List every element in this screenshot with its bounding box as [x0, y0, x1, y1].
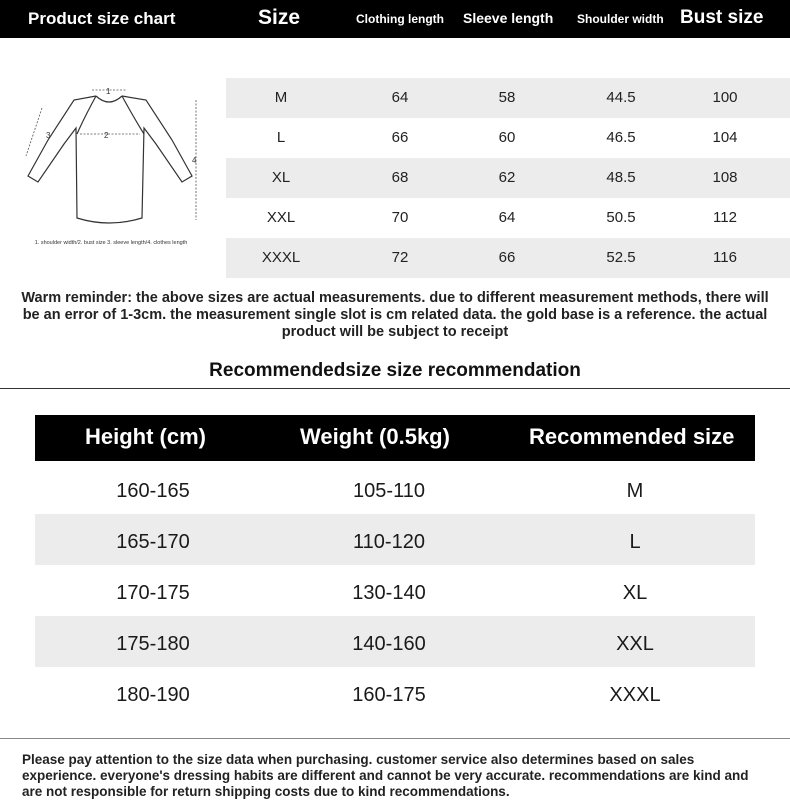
size-chart-header-bar — [0, 0, 790, 38]
shoulder-width-cell: 44.5 — [606, 89, 636, 106]
footer-divider — [0, 738, 790, 739]
height-cell: 175-180 — [116, 633, 190, 655]
size-measurement-table — [226, 78, 790, 278]
sleeve-length-cell: 58 — [498, 89, 516, 106]
chart-title: Product size chart — [28, 9, 176, 28]
table-row — [35, 616, 755, 667]
shirt-outline-icon — [28, 96, 192, 223]
height-cell: 180-190 — [116, 684, 190, 706]
shoulder-width-header: Shoulder width — [577, 12, 664, 26]
marker-4: 4 — [192, 156, 197, 165]
table-row — [226, 238, 790, 278]
footer-note: Please pay attention to the size data when purchasing. customer service also determines based on sales experience. everyone's dressing habits are different and cannot be very accurate. recommendations are kind and are not responsible for return shipping costs due to kind recommendations. — [22, 752, 749, 799]
recommendation-table-header — [35, 415, 755, 461]
weight-cell: 110-120 — [353, 531, 425, 553]
weight-cell: 160-175 — [352, 684, 426, 706]
height-cell: 170-175 — [116, 582, 190, 604]
weight-cell: 140-160 — [352, 633, 426, 655]
table-row — [35, 565, 755, 616]
table-row — [226, 198, 790, 238]
recommendation-heading: Recommendedsize size recommendation — [209, 360, 581, 381]
size-column-header: Size — [258, 6, 301, 29]
table-row — [226, 118, 790, 158]
bust-size-cell: 112 — [713, 209, 737, 226]
table-row — [226, 78, 790, 118]
sleeve-length-cell: 62 — [498, 169, 516, 186]
clothing-length-cell: 66 — [391, 129, 409, 146]
bust-size-cell: 116 — [713, 249, 737, 266]
recommended-size-cell: L — [629, 531, 641, 553]
sleeve-length-header: Sleeve length — [463, 10, 554, 26]
size-cell: L — [276, 129, 286, 146]
clothing-length-cell: 70 — [391, 209, 409, 226]
recommended-size-cell: M — [626, 480, 644, 502]
clothing-length-cell: 72 — [391, 249, 409, 266]
bust-size-cell: 108 — [712, 169, 738, 186]
shoulder-width-cell: 46.5 — [606, 129, 636, 146]
garment-measurement-diagram — [14, 78, 224, 278]
recommended-size-column-header: Recommended size — [529, 424, 735, 449]
size-cell: XXXL — [261, 249, 301, 266]
table-row — [226, 158, 790, 198]
height-column-header: Height (cm) — [85, 424, 206, 449]
sleeve-length-cell: 64 — [498, 209, 516, 226]
size-cell: M — [274, 89, 288, 106]
warm-reminder-text: Warm reminder: the above sizes are actual measurements. due to different measurement methods, there will be an error of 1-3cm. the measurement single slot is cm related data. the gold base is a reference. the actual product will be subject to receipt — [21, 290, 769, 340]
height-cell: 165-170 — [116, 531, 190, 553]
clothing-length-cell: 68 — [391, 169, 409, 186]
shoulder-width-cell: 50.5 — [606, 209, 636, 226]
bust-size-header: Bust size — [680, 7, 764, 28]
diagram-caption: 1. shoulder width/2. bust size 3. sleeve length/4. clothes length — [34, 240, 188, 246]
recommendation-table — [35, 463, 755, 718]
marker-3: 3 — [46, 131, 51, 140]
table-row — [35, 667, 755, 718]
sleeve-length-cell: 60 — [498, 129, 516, 146]
size-cell: XXL — [266, 209, 296, 226]
weight-cell: 130-140 — [352, 582, 426, 604]
height-cell: 160-165 — [116, 480, 190, 502]
bust-size-cell: 104 — [712, 129, 738, 146]
weight-column-header: Weight (0.5kg) — [300, 424, 450, 449]
table-row — [35, 514, 755, 565]
clothing-length-header: Clothing length — [356, 12, 444, 26]
recommended-size-cell: XXXL — [609, 684, 661, 706]
table-row — [35, 463, 755, 514]
weight-cell: 105-110 — [353, 480, 425, 502]
marker-2: 2 — [104, 131, 109, 140]
section-divider — [0, 388, 790, 389]
recommended-size-cell: XXL — [616, 633, 654, 655]
size-cell: XL — [271, 169, 291, 186]
clothing-length-cell: 64 — [391, 89, 409, 106]
marker-1: 1 — [106, 87, 111, 96]
bust-size-cell: 100 — [712, 89, 738, 106]
recommended-size-cell: XL — [622, 582, 648, 604]
sleeve-length-cell: 66 — [498, 249, 516, 266]
shoulder-width-cell: 52.5 — [606, 249, 636, 266]
shoulder-width-cell: 48.5 — [606, 169, 636, 186]
